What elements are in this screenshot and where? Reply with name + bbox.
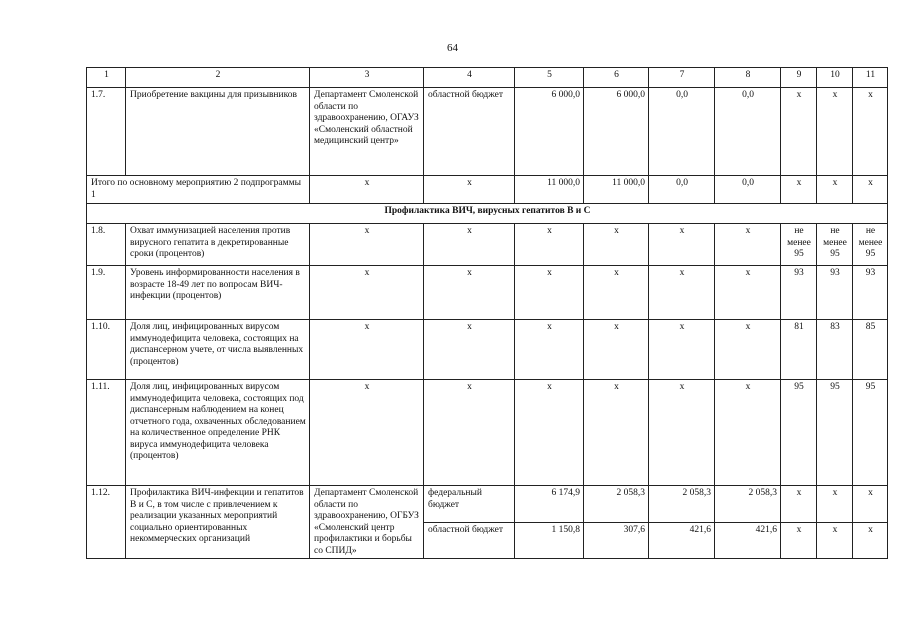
column-number: 1 bbox=[87, 68, 126, 88]
executor: Департамент Смоленской области по здравоохранению, ОГБУЗ «Смоленский центр профилактики и борьбы со СПИД» bbox=[310, 486, 424, 559]
row-number: 1.11. bbox=[87, 380, 126, 486]
indicator-year-1: х bbox=[781, 486, 817, 523]
indicator-year-1: 95 bbox=[781, 380, 817, 486]
amount-year-1: х bbox=[584, 320, 649, 380]
executor: х bbox=[310, 266, 424, 320]
measure-name: Уровень информированности населения в возрасте 18-49 лет по вопросам ВИЧ-инфекции (процентов) bbox=[126, 266, 310, 320]
amount-year-2: 2 058,3 bbox=[649, 486, 715, 523]
column-number: 4 bbox=[424, 68, 515, 88]
column-number: 10 bbox=[817, 68, 853, 88]
indicator-year-2: не менее 95 bbox=[817, 224, 853, 266]
amount-year-2: 0,0 bbox=[649, 176, 715, 204]
indicator-year-3: 85 bbox=[853, 320, 888, 380]
amount-year-1: 2 058,3 bbox=[584, 486, 649, 523]
column-number: 9 bbox=[781, 68, 817, 88]
column-number: 8 bbox=[715, 68, 781, 88]
indicator-year-2: х bbox=[817, 88, 853, 176]
amount-total: 11 000,0 bbox=[515, 176, 584, 204]
amount-year-3: х bbox=[715, 320, 781, 380]
indicator-year-1: 81 bbox=[781, 320, 817, 380]
amount-total: х bbox=[515, 224, 584, 266]
amount-year-2: х bbox=[649, 320, 715, 380]
funding-source: х bbox=[424, 266, 515, 320]
measure-name: Доля лиц, инфицированных вирусом иммунодефицита человека, состоящих под диспансерным наблюдением на конец отчетного года, охваченных обследованием на количественное определение РНК вируса иммунодефицита человека (процентов) bbox=[126, 380, 310, 486]
table-row bbox=[87, 320, 888, 380]
column-number: 2 bbox=[126, 68, 310, 88]
indicator-year-2: х bbox=[817, 486, 853, 523]
table-row bbox=[87, 266, 888, 320]
amount-total: 6 000,0 bbox=[515, 88, 584, 176]
amount-total: х bbox=[515, 320, 584, 380]
indicator-year-1: х bbox=[781, 176, 817, 204]
amount-year-1: х bbox=[584, 380, 649, 486]
indicator-year-3: х bbox=[853, 88, 888, 176]
indicator-year-1: 93 bbox=[781, 266, 817, 320]
measure-name: Профилактика ВИЧ-инфекции и гепатитов В и С, в том числе с привлечением к реализации указанных мероприятий социально ориентированных некоммерческих организаций bbox=[126, 486, 310, 559]
amount-year-1: 6 000,0 bbox=[584, 88, 649, 176]
funding-source: х bbox=[424, 224, 515, 266]
executor: Департамент Смоленской области по здравоохранению, ОГАУЗ «Смоленский областной медицинский центр» bbox=[310, 88, 424, 176]
row-number: 1.9. bbox=[87, 266, 126, 320]
indicator-year-1: не менее 95 bbox=[781, 224, 817, 266]
indicator-year-3: х bbox=[853, 486, 888, 523]
column-number: 6 bbox=[584, 68, 649, 88]
funding-source: областной бюджет bbox=[424, 88, 515, 176]
row-number: 1.12. bbox=[87, 486, 126, 559]
amount-year-3: х bbox=[715, 380, 781, 486]
table-row bbox=[87, 88, 888, 176]
indicator-year-1: х bbox=[781, 522, 817, 559]
amount-year-3: 421,6 bbox=[715, 522, 781, 559]
amount-year-1: х bbox=[584, 224, 649, 266]
column-number: 7 bbox=[649, 68, 715, 88]
amount-year-3: 0,0 bbox=[715, 88, 781, 176]
amount-year-2: х bbox=[649, 224, 715, 266]
funding-source: областной бюджет bbox=[424, 522, 515, 559]
indicator-year-2: 83 bbox=[817, 320, 853, 380]
table-row bbox=[87, 380, 888, 486]
indicator-year-3: не менее 95 bbox=[853, 224, 888, 266]
indicator-year-2: 95 bbox=[817, 380, 853, 486]
table-row bbox=[87, 224, 888, 266]
column-number: 11 bbox=[853, 68, 888, 88]
amount-year-3: х bbox=[715, 266, 781, 320]
amount-year-3: 0,0 bbox=[715, 176, 781, 204]
column-number-row bbox=[87, 68, 888, 88]
executor: х bbox=[310, 320, 424, 380]
measure-name: Приобретение вакцины для призывников bbox=[126, 88, 310, 176]
column-number: 3 bbox=[310, 68, 424, 88]
amount-year-2: 421,6 bbox=[649, 522, 715, 559]
executor: х bbox=[310, 380, 424, 486]
funding-source: х bbox=[424, 176, 515, 204]
total-label: Итого по основному мероприятию 2 подпрограммы 1 bbox=[87, 176, 310, 204]
page-number: 64 bbox=[447, 42, 458, 54]
indicator-year-3: х bbox=[853, 522, 888, 559]
funding-source: х bbox=[424, 380, 515, 486]
indicator-year-2: х bbox=[817, 176, 853, 204]
executor: х bbox=[310, 224, 424, 266]
amount-year-1: 11 000,0 bbox=[584, 176, 649, 204]
section-row bbox=[87, 204, 888, 224]
indicator-year-2: 93 bbox=[817, 266, 853, 320]
indicator-year-3: 95 bbox=[853, 380, 888, 486]
row-number: 1.7. bbox=[87, 88, 126, 176]
measure-name: Охват иммунизацией населения против вирусного гепатита в декретированные сроки (процентов) bbox=[126, 224, 310, 266]
amount-year-1: х bbox=[584, 266, 649, 320]
total-row bbox=[87, 176, 888, 204]
amount-year-3: х bbox=[715, 224, 781, 266]
amount-total: х bbox=[515, 266, 584, 320]
table-row bbox=[87, 486, 888, 523]
indicator-year-2: х bbox=[817, 522, 853, 559]
amount-year-2: х bbox=[649, 266, 715, 320]
indicator-year-3: 93 bbox=[853, 266, 888, 320]
amount-year-2: 0,0 bbox=[649, 88, 715, 176]
amount-year-3: 2 058,3 bbox=[715, 486, 781, 523]
amount-total: 1 150,8 bbox=[515, 522, 584, 559]
amount-year-2: х bbox=[649, 380, 715, 486]
indicator-year-1: х bbox=[781, 88, 817, 176]
row-number: 1.10. bbox=[87, 320, 126, 380]
program-table bbox=[86, 67, 888, 559]
funding-source: федеральный бюджет bbox=[424, 486, 515, 523]
indicator-year-3: х bbox=[853, 176, 888, 204]
amount-total: 6 174,9 bbox=[515, 486, 584, 523]
executor: х bbox=[310, 176, 424, 204]
measure-name: Доля лиц, инфицированных вирусом иммунодефицита человека, состоящих на диспансерном учете, от числа выявленных (процентов) bbox=[126, 320, 310, 380]
amount-total: х bbox=[515, 380, 584, 486]
row-number: 1.8. bbox=[87, 224, 126, 266]
amount-year-1: 307,6 bbox=[584, 522, 649, 559]
section-title: Профилактика ВИЧ, вирусных гепатитов В и С bbox=[87, 204, 888, 224]
column-number: 5 bbox=[515, 68, 584, 88]
funding-source: х bbox=[424, 320, 515, 380]
